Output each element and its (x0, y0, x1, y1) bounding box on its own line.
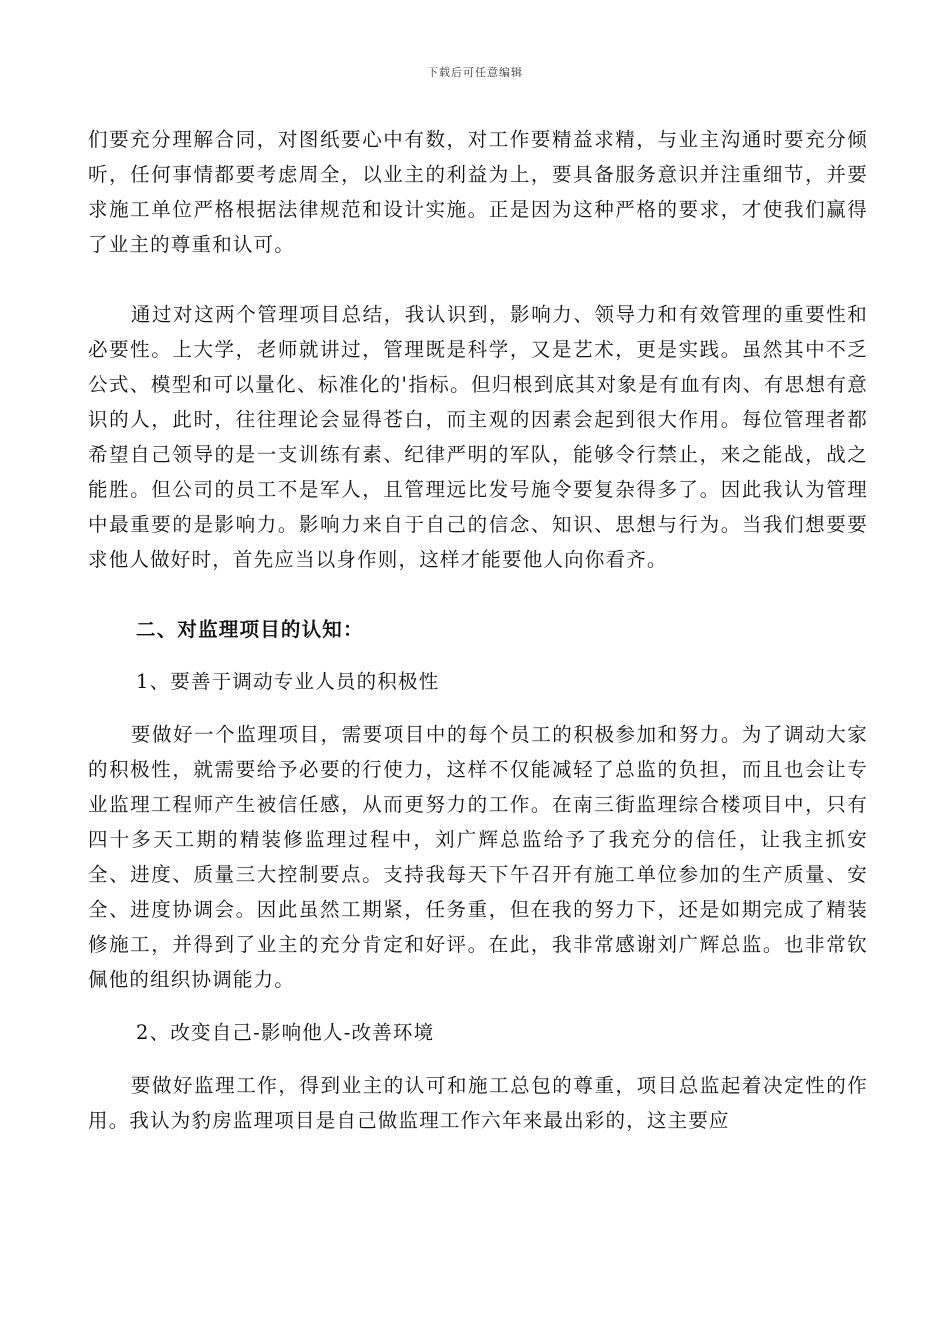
paragraph-spacer (88, 1050, 868, 1068)
paragraph-spacer (88, 997, 868, 1015)
paragraph-spacer (88, 262, 868, 297)
section-heading: 二、对监理项目的认知： (136, 618, 364, 641)
paragraph-motivation: 要做好一个监理项目，需要项目中的每个员工的积极参加和努力。为了调动大家的积极性，就需要给予必要的行使力，这样不仅能减轻了总监的负担，而且也会让专业监理工程师产生被信任感，从而更努力的工作。在南三街监理综合楼项目中，只有四十多天工期的精装修监理过程中，刘广辉总监给予了我充分的信任，让我主抓安全、进度、质量三大控制要点。支持我每天下午召开有施工单位参加的生产质量、安全、进度协调会。因此虽然工期紧，任务重，但在我的努力下，还是如期完成了精装修施工，并得到了业主的充分肯定和好评。在此，我非常感谢刘广辉总监。也非常钦佩他的组织协调能力。 (88, 723, 868, 991)
subsection-heading-2: 2、改变自己-影响他人-改善环境 (136, 1021, 435, 1044)
paragraph-spacer (88, 699, 868, 717)
paragraph-management-summary: 通过对这两个管理项目总结，我认识到，影响力、领导力和有效管理的重要性和必要性。上大学，老师就讲过，管理既是科学，又是艺术，更是实践。虽然其中不乏公式、模型和可以量化、标准化的'指标。但归根到底其对象是有血有肉、有思想有意识的人，此时，往往理论会显得苍白，而主观的因素会起到很大作用。每位管理者都希望自己领导的是一支训练有素、纪律严明的军队，能够令行禁止，来之能战，战之能胜。但公司的员工不是军人，且管理远比发号施令要复杂得多了。因此我认为管理中最重要的是影响力。影响力来自于自己的信念、知识、思想与行为。当我们想要要求他人做好时，首先应当以身作则，这样才能要他人向你看齐。 (88, 303, 868, 571)
paragraph-change-self: 要做好监理工作，得到业主的认可和施工总包的尊重，项目总监起着决定性的作用。我认为豹房监理项目是自己做监理工作六年来最出彩的，这主要应 (88, 1074, 868, 1132)
subsection-heading-1: 1、要善于调动专业人员的积极性 (136, 670, 440, 693)
paragraph-spacer (88, 647, 868, 664)
page-header: 下载后可任意编辑 (427, 66, 523, 79)
paragraph-spacer (88, 577, 868, 612)
document-body (88, 122, 868, 1138)
paragraph-continuation: 们要充分理解合同，对图纸要心中有数，对工作要精益求精，与业主沟通时要充分倾听，任何事情都要考虑周全，以业主的利益为上，要具备服务意识并注重细节，并要求施工单位严格根据法律规范和设计实施。正是因为这种严格的要求，才使我们赢得了业主的尊重和认可。 (88, 128, 868, 256)
